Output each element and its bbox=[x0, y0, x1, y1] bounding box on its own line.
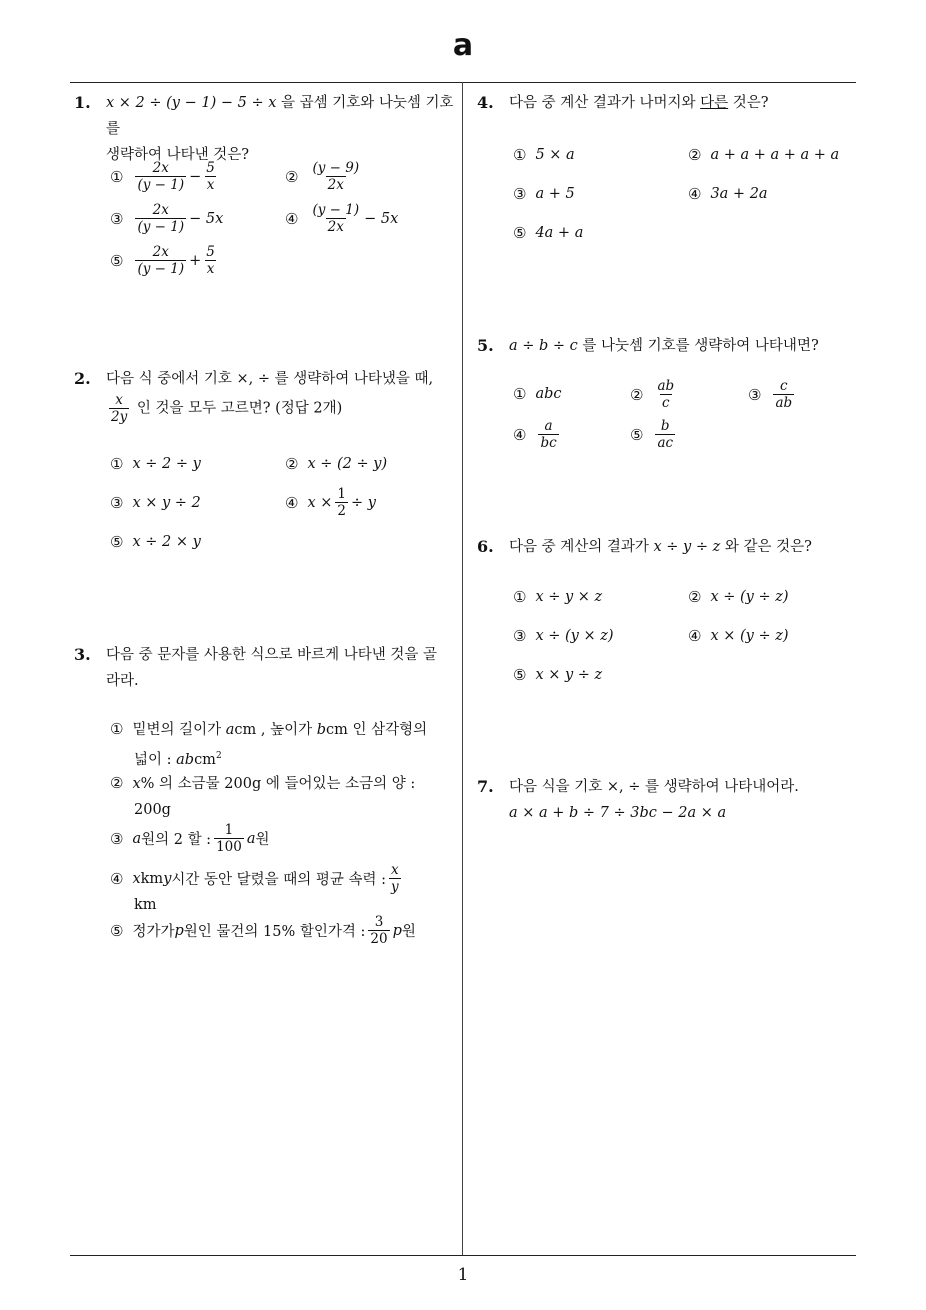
option-marker: ① bbox=[110, 455, 124, 473]
option-marker: ① bbox=[513, 588, 527, 606]
option-marker: ③ bbox=[110, 494, 124, 512]
term: ÷ y bbox=[350, 494, 376, 511]
option-marker: ④ bbox=[285, 493, 299, 512]
question-text-part: 을 곱셈 기호와 나눗셈 기호를 bbox=[106, 95, 454, 137]
question-text bbox=[106, 642, 460, 694]
variable: b bbox=[316, 722, 326, 738]
q3-option-5[interactable] bbox=[110, 914, 416, 947]
option-text: km bbox=[140, 870, 164, 887]
question-text-part: 다음 식을 기호 ×, ÷ 를 생략하여 나타내어라. bbox=[509, 779, 799, 795]
q5-option-1[interactable] bbox=[513, 385, 562, 403]
fraction: $\frac{x}{y}$ bbox=[391, 862, 399, 895]
expression: x ÷ y ÷ z bbox=[653, 539, 721, 555]
option-expression: x ÷ 2 ÷ y bbox=[132, 456, 201, 472]
option-marker: ③ bbox=[513, 627, 527, 645]
question-number: 2. bbox=[74, 369, 91, 388]
q1-option-4[interactable] bbox=[285, 202, 398, 235]
option-text: % 의 소금물 200g 에 들어있는 소금의 양 : bbox=[140, 776, 416, 792]
option-marker: ④ bbox=[285, 209, 299, 228]
term: x × bbox=[307, 494, 333, 511]
option-marker: ② bbox=[110, 774, 124, 792]
q6-option-3[interactable] bbox=[513, 627, 614, 645]
option-marker: ② bbox=[688, 588, 702, 606]
question-4 bbox=[477, 90, 857, 116]
fraction: $\frac{2x}{(y - 1)}$ bbox=[137, 244, 185, 277]
expression: a × a + b ÷ 7 ÷ 3bc − 2a × a bbox=[509, 805, 727, 821]
option-expression: 5 × a bbox=[535, 147, 575, 163]
option-text: cm bbox=[194, 751, 216, 768]
q6-option-1[interactable] bbox=[513, 588, 602, 606]
variable: p bbox=[174, 922, 184, 939]
option-text: 원의 2 할 : bbox=[141, 832, 212, 848]
fraction: $\frac{(y - 1)}{2x}$ bbox=[312, 202, 360, 235]
q2-option-5[interactable] bbox=[110, 533, 201, 551]
option-marker: ① bbox=[110, 720, 124, 738]
q1-option-5[interactable] bbox=[110, 244, 220, 277]
option-expression: a + a + a + a + a bbox=[710, 147, 840, 163]
question-1 bbox=[74, 90, 460, 168]
option-text: 원 bbox=[255, 832, 270, 848]
q4-option-4[interactable] bbox=[688, 185, 768, 203]
q5-option-4[interactable] bbox=[513, 418, 562, 451]
option-marker: ② bbox=[285, 167, 299, 186]
option-marker: ⑤ bbox=[110, 251, 124, 270]
question-text bbox=[509, 774, 857, 826]
superscript: 2 bbox=[215, 751, 222, 761]
option-marker: ⑤ bbox=[110, 533, 124, 551]
option-marker: ② bbox=[688, 146, 702, 164]
q1-option-1[interactable] bbox=[110, 160, 220, 193]
operator: + bbox=[189, 252, 202, 269]
variable: x bbox=[132, 776, 141, 792]
question-6 bbox=[477, 534, 857, 560]
option-expression: x × (y ÷ z) bbox=[710, 628, 789, 644]
option-text: 정가가 bbox=[132, 924, 175, 940]
option-marker: ⑤ bbox=[630, 425, 644, 444]
bottom-rule bbox=[70, 1255, 856, 1256]
column-divider bbox=[462, 82, 463, 1256]
q3-option-3[interactable] bbox=[110, 822, 270, 855]
fraction: $\frac{2x}{(y - 1)}$ bbox=[137, 202, 185, 235]
fraction: $\frac{ab}{c}$ bbox=[657, 378, 675, 411]
option-text: km bbox=[134, 897, 157, 913]
fraction: $\frac{(y - 9)}{2x}$ bbox=[312, 160, 360, 193]
question-text-part: 와 같은 것은? bbox=[720, 539, 812, 555]
q6-option-5[interactable] bbox=[513, 666, 602, 684]
question-number: 1. bbox=[74, 93, 91, 112]
question-number: 7. bbox=[477, 777, 494, 796]
option-text: 원 bbox=[401, 924, 416, 940]
variable: y bbox=[163, 870, 172, 887]
q2-option-1[interactable] bbox=[110, 455, 201, 473]
option-marker: ③ bbox=[513, 185, 527, 203]
option-text: 넓이 : bbox=[134, 751, 177, 768]
top-rule bbox=[70, 82, 856, 83]
term: − 5x bbox=[364, 210, 399, 227]
option-marker: ④ bbox=[110, 869, 124, 888]
question-text-part: 다음 중 계산의 결과가 bbox=[509, 539, 654, 555]
q3-option-1[interactable] bbox=[110, 716, 460, 773]
q6-option-4[interactable] bbox=[688, 627, 789, 645]
q4-option-2[interactable] bbox=[688, 146, 839, 164]
q6-option-2[interactable] bbox=[688, 588, 789, 606]
fraction: $\frac{1}{100}$ bbox=[216, 822, 242, 855]
question-number: 6. bbox=[477, 537, 494, 556]
page-number: 1 bbox=[457, 1265, 469, 1285]
q2-option-4[interactable] bbox=[285, 486, 376, 519]
q5-option-5[interactable] bbox=[630, 418, 678, 451]
question-text bbox=[509, 534, 857, 560]
fraction: $\frac{2x}{(y - 1)}$ bbox=[137, 160, 185, 193]
fraction: $\frac{5}{x}$ bbox=[206, 244, 215, 277]
fraction: $\frac{x}{2y}$ bbox=[111, 392, 128, 425]
question-number: 4. bbox=[477, 93, 494, 112]
term: − 5x bbox=[189, 210, 224, 227]
underlined-text: 다른 bbox=[700, 95, 729, 111]
question-text-part: 인 것을 모두 고르면? (정답 2개) bbox=[132, 400, 343, 417]
option-expression: x × y ÷ 2 bbox=[132, 495, 201, 511]
option-expression: x ÷ (y × z) bbox=[535, 628, 614, 644]
question-text-part: 생략하여 나타낸 것은? bbox=[106, 147, 250, 163]
option-text: 원인 물건의 15% 할인가격 : bbox=[183, 924, 366, 940]
option-marker: ⑤ bbox=[513, 666, 527, 684]
option-expression: x × y ÷ z bbox=[535, 667, 603, 683]
option-text: cm , 높이가 bbox=[234, 722, 317, 738]
variable: p bbox=[392, 922, 402, 939]
fraction: $\frac{3}{20}$ bbox=[370, 914, 388, 947]
q1-option-3[interactable] bbox=[110, 202, 223, 235]
question-7 bbox=[477, 774, 857, 826]
question-text-part: 다음 식 중에서 기호 ×, ÷ 를 생략하여 나타냈을 때, bbox=[106, 371, 434, 387]
option-expression: a + 5 bbox=[535, 186, 575, 202]
question-text-part: 라라. bbox=[106, 673, 139, 689]
option-expression: x ÷ 2 × y bbox=[132, 534, 201, 550]
fraction: $\frac{1}{2}$ bbox=[337, 486, 346, 519]
option-text: 200g bbox=[134, 802, 171, 818]
option-marker: ① bbox=[513, 385, 527, 403]
option-text: 밑변의 길이가 bbox=[132, 722, 226, 738]
option-marker: ③ bbox=[110, 829, 124, 848]
option-marker: ① bbox=[110, 167, 124, 186]
option-expression: 4a + a bbox=[535, 225, 584, 241]
question-number: 5. bbox=[477, 336, 494, 355]
page-title: a bbox=[452, 28, 474, 63]
option-marker: ④ bbox=[688, 185, 702, 203]
option-text: 시간 동안 달렸을 때의 평균 속력 : bbox=[171, 872, 387, 888]
question-text-part: 다음 중 문자를 사용한 식으로 바르게 나타낸 것을 골 bbox=[106, 647, 438, 663]
variable: ab bbox=[176, 751, 195, 768]
q1-option-2[interactable] bbox=[285, 160, 364, 193]
operator: − bbox=[189, 168, 202, 185]
question-5 bbox=[477, 333, 857, 359]
option-marker: ② bbox=[285, 455, 299, 473]
question-number: 3. bbox=[74, 645, 91, 664]
q5-option-2[interactable] bbox=[630, 378, 679, 411]
variable: a bbox=[132, 830, 142, 847]
variable: x bbox=[132, 870, 141, 887]
fraction: $\frac{b}{ac}$ bbox=[657, 418, 674, 451]
fraction: $\frac{c}{ab}$ bbox=[775, 378, 793, 411]
question-text bbox=[509, 333, 857, 359]
question-text bbox=[509, 90, 857, 116]
option-marker: ③ bbox=[748, 385, 762, 404]
question-text bbox=[106, 366, 460, 425]
option-marker: ④ bbox=[513, 425, 527, 444]
option-marker: ⑤ bbox=[110, 921, 124, 940]
variable: a bbox=[246, 830, 256, 847]
q2-option-2[interactable] bbox=[285, 455, 387, 473]
option-marker: ② bbox=[630, 385, 644, 404]
option-expression: x ÷ (y ÷ z) bbox=[710, 589, 789, 605]
variable: a bbox=[225, 722, 235, 738]
fraction: $\frac{5}{x}$ bbox=[206, 160, 215, 193]
question-3 bbox=[74, 642, 460, 694]
question-text-part: 를 나눗셈 기호를 생략하여 나타내면? bbox=[577, 338, 819, 354]
expression: a ÷ b ÷ c bbox=[509, 338, 578, 354]
q5-option-3[interactable] bbox=[748, 378, 797, 411]
q3-option-4[interactable] bbox=[110, 862, 404, 895]
q4-option-1[interactable] bbox=[513, 146, 575, 164]
fraction: $\frac{a}{bc}$ bbox=[540, 418, 557, 451]
q2-option-3[interactable] bbox=[110, 494, 201, 512]
question-text-part: 다음 중 계산 결과가 나머지와 bbox=[509, 95, 701, 111]
option-marker: ① bbox=[513, 146, 527, 164]
option-expression: abc bbox=[535, 386, 562, 402]
option-expression: x ÷ y × z bbox=[535, 589, 603, 605]
expression: x × 2 ÷ (y − 1) − 5 ÷ x bbox=[106, 95, 277, 111]
option-marker: ③ bbox=[110, 209, 124, 228]
q4-option-3[interactable] bbox=[513, 185, 575, 203]
q4-option-5[interactable] bbox=[513, 224, 583, 242]
option-expression: 3a + 2a bbox=[710, 186, 768, 202]
option-expression: x ÷ (2 ÷ y) bbox=[307, 456, 388, 472]
question-text bbox=[106, 90, 460, 168]
option-marker: ④ bbox=[688, 627, 702, 645]
question-text-part: 것은? bbox=[728, 95, 769, 111]
option-marker: ⑤ bbox=[513, 224, 527, 242]
question-2 bbox=[74, 366, 460, 425]
q3-option-2[interactable] bbox=[110, 770, 460, 823]
option-text: cm 인 삼각형의 bbox=[326, 722, 428, 738]
